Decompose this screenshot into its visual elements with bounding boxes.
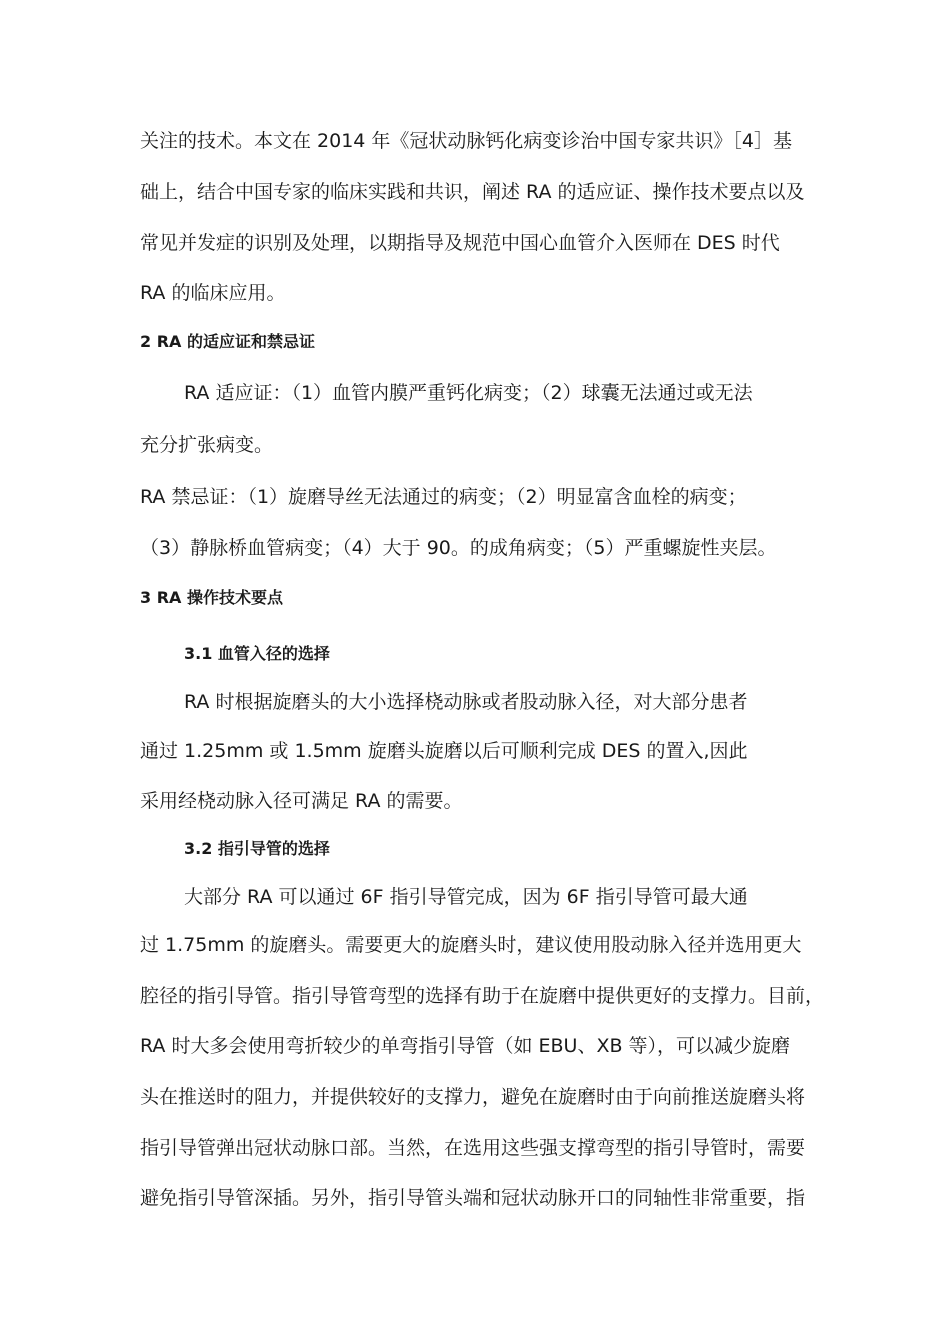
paragraph-line: 避免指引导管深插。另外，指引导管头端和冠状动脉开口的同轴性非常重要，指 xyxy=(140,1187,806,1209)
paragraph-line: 过 1.75mm 的旋磨头。需要更大的旋磨头时，建议使用股动脉入径并选用更大 xyxy=(140,934,802,956)
paragraph-line: RA 的临床应用。 xyxy=(140,282,286,304)
paragraph-line: 础上，结合中国专家的临床实践和共识，阐述 RA 的适应证、操作技术要点以及 xyxy=(140,181,805,203)
paragraph-line: 通过 1.25mm 或 1.5mm 旋磨头旋磨以后可顺利完成 DES 的置入,因此 xyxy=(140,740,748,762)
section-heading: 2 RA 的适应证和禁忌证 xyxy=(140,332,315,351)
paragraph-line: RA 适应证：（1）血管内膜严重钙化病变；（2）球囊无法通过或无法 xyxy=(184,382,753,404)
paragraph-line: RA 时大多会使用弯折较少的单弯指引导管（如 EBU、XB 等），可以减少旋磨 xyxy=(140,1035,791,1057)
paragraph-line: 常见并发症的识别及处理，以期指导及规范中国心血管介入医师在 DES 时代 xyxy=(140,232,780,254)
paragraph-line: （3）静脉桥血管病变；（4）大于 90。的成角病变；（5）严重螺旋性夹层。 xyxy=(140,537,777,559)
subsection-heading: 3.1 血管入径的选择 xyxy=(184,644,330,663)
paragraph-line: 关注的技术。本文在 2014 年《冠状动脉钙化病变诊治中国专家共识》［4］基 xyxy=(140,130,793,152)
paragraph-line: RA 禁忌证：（1）旋磨导丝无法通过的病变；（2）明显富含血栓的病变； xyxy=(140,486,747,508)
paragraph-line: 指引导管弹出冠状动脉口部。当然，在选用这些强支撑弯型的指引导管时，需要 xyxy=(140,1137,806,1159)
subsection-heading: 3.2 指引导管的选择 xyxy=(184,839,330,858)
section-heading: 3 RA 操作技术要点 xyxy=(140,588,283,607)
paragraph-line: 头在推送时的阻力，并提供较好的支撑力，避免在旋磨时由于向前推送旋磨头将 xyxy=(140,1086,806,1108)
paragraph-line: 大部分 RA 可以通过 6F 指引导管完成，因为 6F 指引导管可最大通 xyxy=(184,886,748,908)
paragraph-line: 充分扩张病变。 xyxy=(140,434,274,456)
paragraph-line: RA 时根据旋磨头的大小选择桡动脉或者股动脉入径，对大部分患者 xyxy=(184,691,748,713)
paragraph-line: 腔径的指引导管。指引导管弯型的选择有助于在旋磨中提供更好的支撑力。目前， xyxy=(140,985,825,1007)
paragraph-line: 采用经桡动脉入径可满足 RA 的需要。 xyxy=(140,790,463,812)
